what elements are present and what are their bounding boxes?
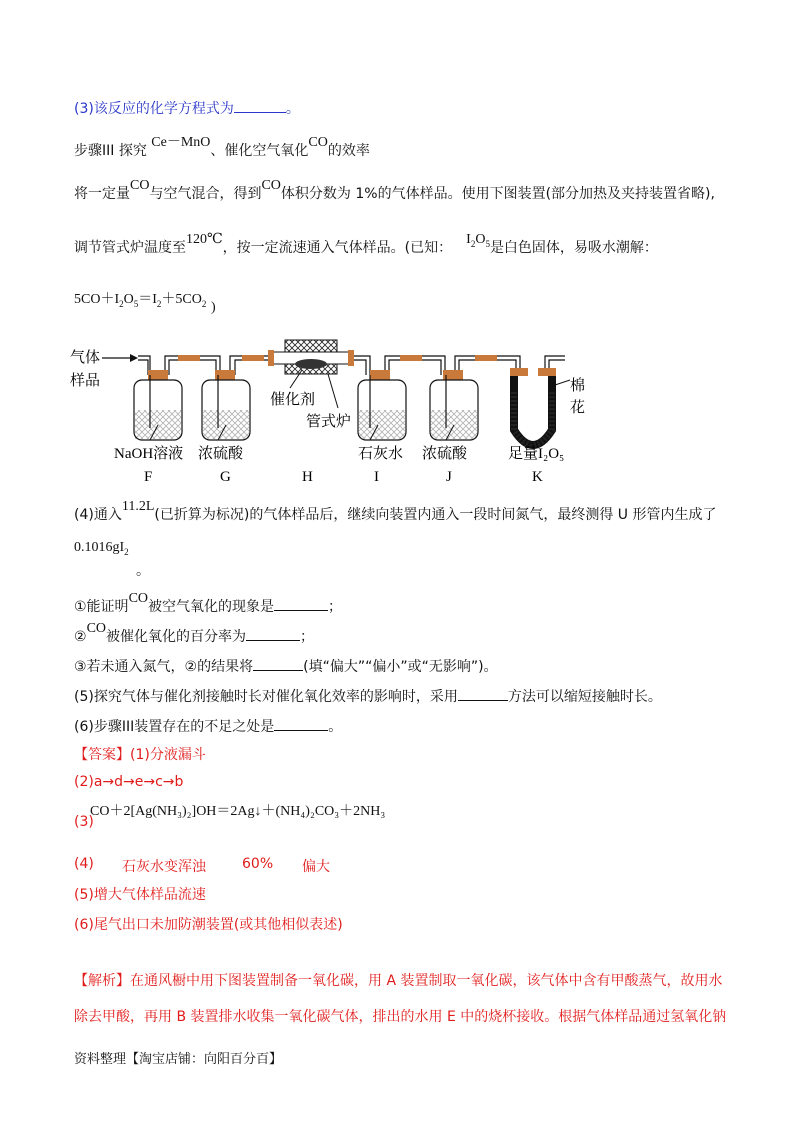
paragraph-1: 将一定量CO与空气混合，得到CO体积分数为 1%的气体样品。使用下图装置(部分加热及夹持装置省略), — [74, 178, 715, 202]
cotton-label-1: 棉 — [570, 378, 586, 394]
reagent-j: 浓硫酸 — [422, 446, 468, 462]
catalyst-pile — [295, 359, 327, 369]
u-tube — [510, 368, 570, 445]
equation-i2o5: $5CO+I_2O_5=I_2+5CO_2$ ) — [74, 292, 216, 315]
analysis-line-2: 除去甲酸，再用 B 装置排水收集一氧化碳气体，排出的水用 E 中的烧杯接收。根据气体样品通过氢氧化钠 — [74, 1009, 727, 1025]
apparatus-diagram — [70, 330, 590, 490]
furnace-label: 管式炉 — [306, 414, 352, 430]
question-5: (5)探究气体与催化剂接触时长对催化氧化效率的影响时，采用 方法可以缩短接触时长。 — [74, 689, 662, 705]
question-4b: $0.1016gI_2$ 。 — [74, 540, 150, 579]
label-h: H — [302, 469, 313, 485]
cotton-label-2: 花 — [570, 400, 586, 416]
label-i: I — [374, 469, 379, 485]
question-4: (4)通入11.2L(已折算为标况)的气体样品后，继续向装置内通入一段时间氮气，最终测得 U 形管内生成了 — [74, 499, 717, 523]
label-g: G — [220, 469, 231, 485]
answer-4: (4) 石灰水变浑浊 60% 偏大 — [74, 856, 330, 875]
gas-label-1: 气体 — [70, 350, 101, 366]
answer-2: (2)a→d→e→c→b — [74, 774, 184, 790]
step3-heading: 步骤III 探究 Ce－MnO、催化空气氧化CO的效率 — [74, 135, 370, 159]
catalyst-label: 催化剂 — [270, 392, 316, 408]
sub-question-2: ②CO被催化氧化的百分率为 ； — [74, 621, 315, 645]
reagent-f: NaOH溶液 — [114, 446, 184, 462]
arrow-head-icon — [130, 354, 138, 362]
question-6: (6)步骤III装置存在的不足之处是 。 — [74, 719, 343, 735]
answer-1: 【答案】(1)分液漏斗 — [74, 747, 206, 763]
question-3: (3)该反应的化学方程式为 。 — [74, 101, 300, 117]
reagent-g: 浓硫酸 — [198, 446, 244, 462]
label-f: F — [144, 469, 153, 485]
sub-question-3: ③若未通入氮气，②的结果将 (填“偏大”“偏小”或“无影响”)。 — [74, 659, 498, 675]
label-j: J — [446, 469, 452, 485]
answer-5: (5)增大气体样品流速 — [74, 887, 206, 903]
reagent-i: 石灰水 — [358, 446, 404, 462]
reagent-k: 足量I₂O₅ — [508, 446, 565, 462]
analysis-line-1: 【解析】在通风橱中用下图装置制备一氧化碳，用 A 装置制取一氧化碳，该气体中含有甲酸蒸气，故用水 — [74, 973, 723, 989]
answer-3-label: (3) — [74, 814, 94, 830]
paragraph-2: 调节管式炉温度至120℃，按一定流速通入气体样品。(已知：$I_2O_5$是白色固体，易吸水潮解： — [74, 232, 658, 256]
gas-label-2: 样品 — [70, 373, 101, 389]
answer-6: (6)尾气出口未加防潮装置(或其他相似表述) — [74, 917, 343, 933]
answer-3-equation: CO＋2[Ag(NH₃)₂]OH＝2Ag↓＋(NH₄)₂CO₃＋2NH₃ — [90, 804, 386, 819]
label-k: K — [532, 469, 543, 485]
footer: 资料整理【淘宝店铺：向阳百分百】 — [74, 1052, 283, 1067]
sub-question-1: ①能证明CO被空气氧化的现象是 ； — [74, 591, 343, 615]
